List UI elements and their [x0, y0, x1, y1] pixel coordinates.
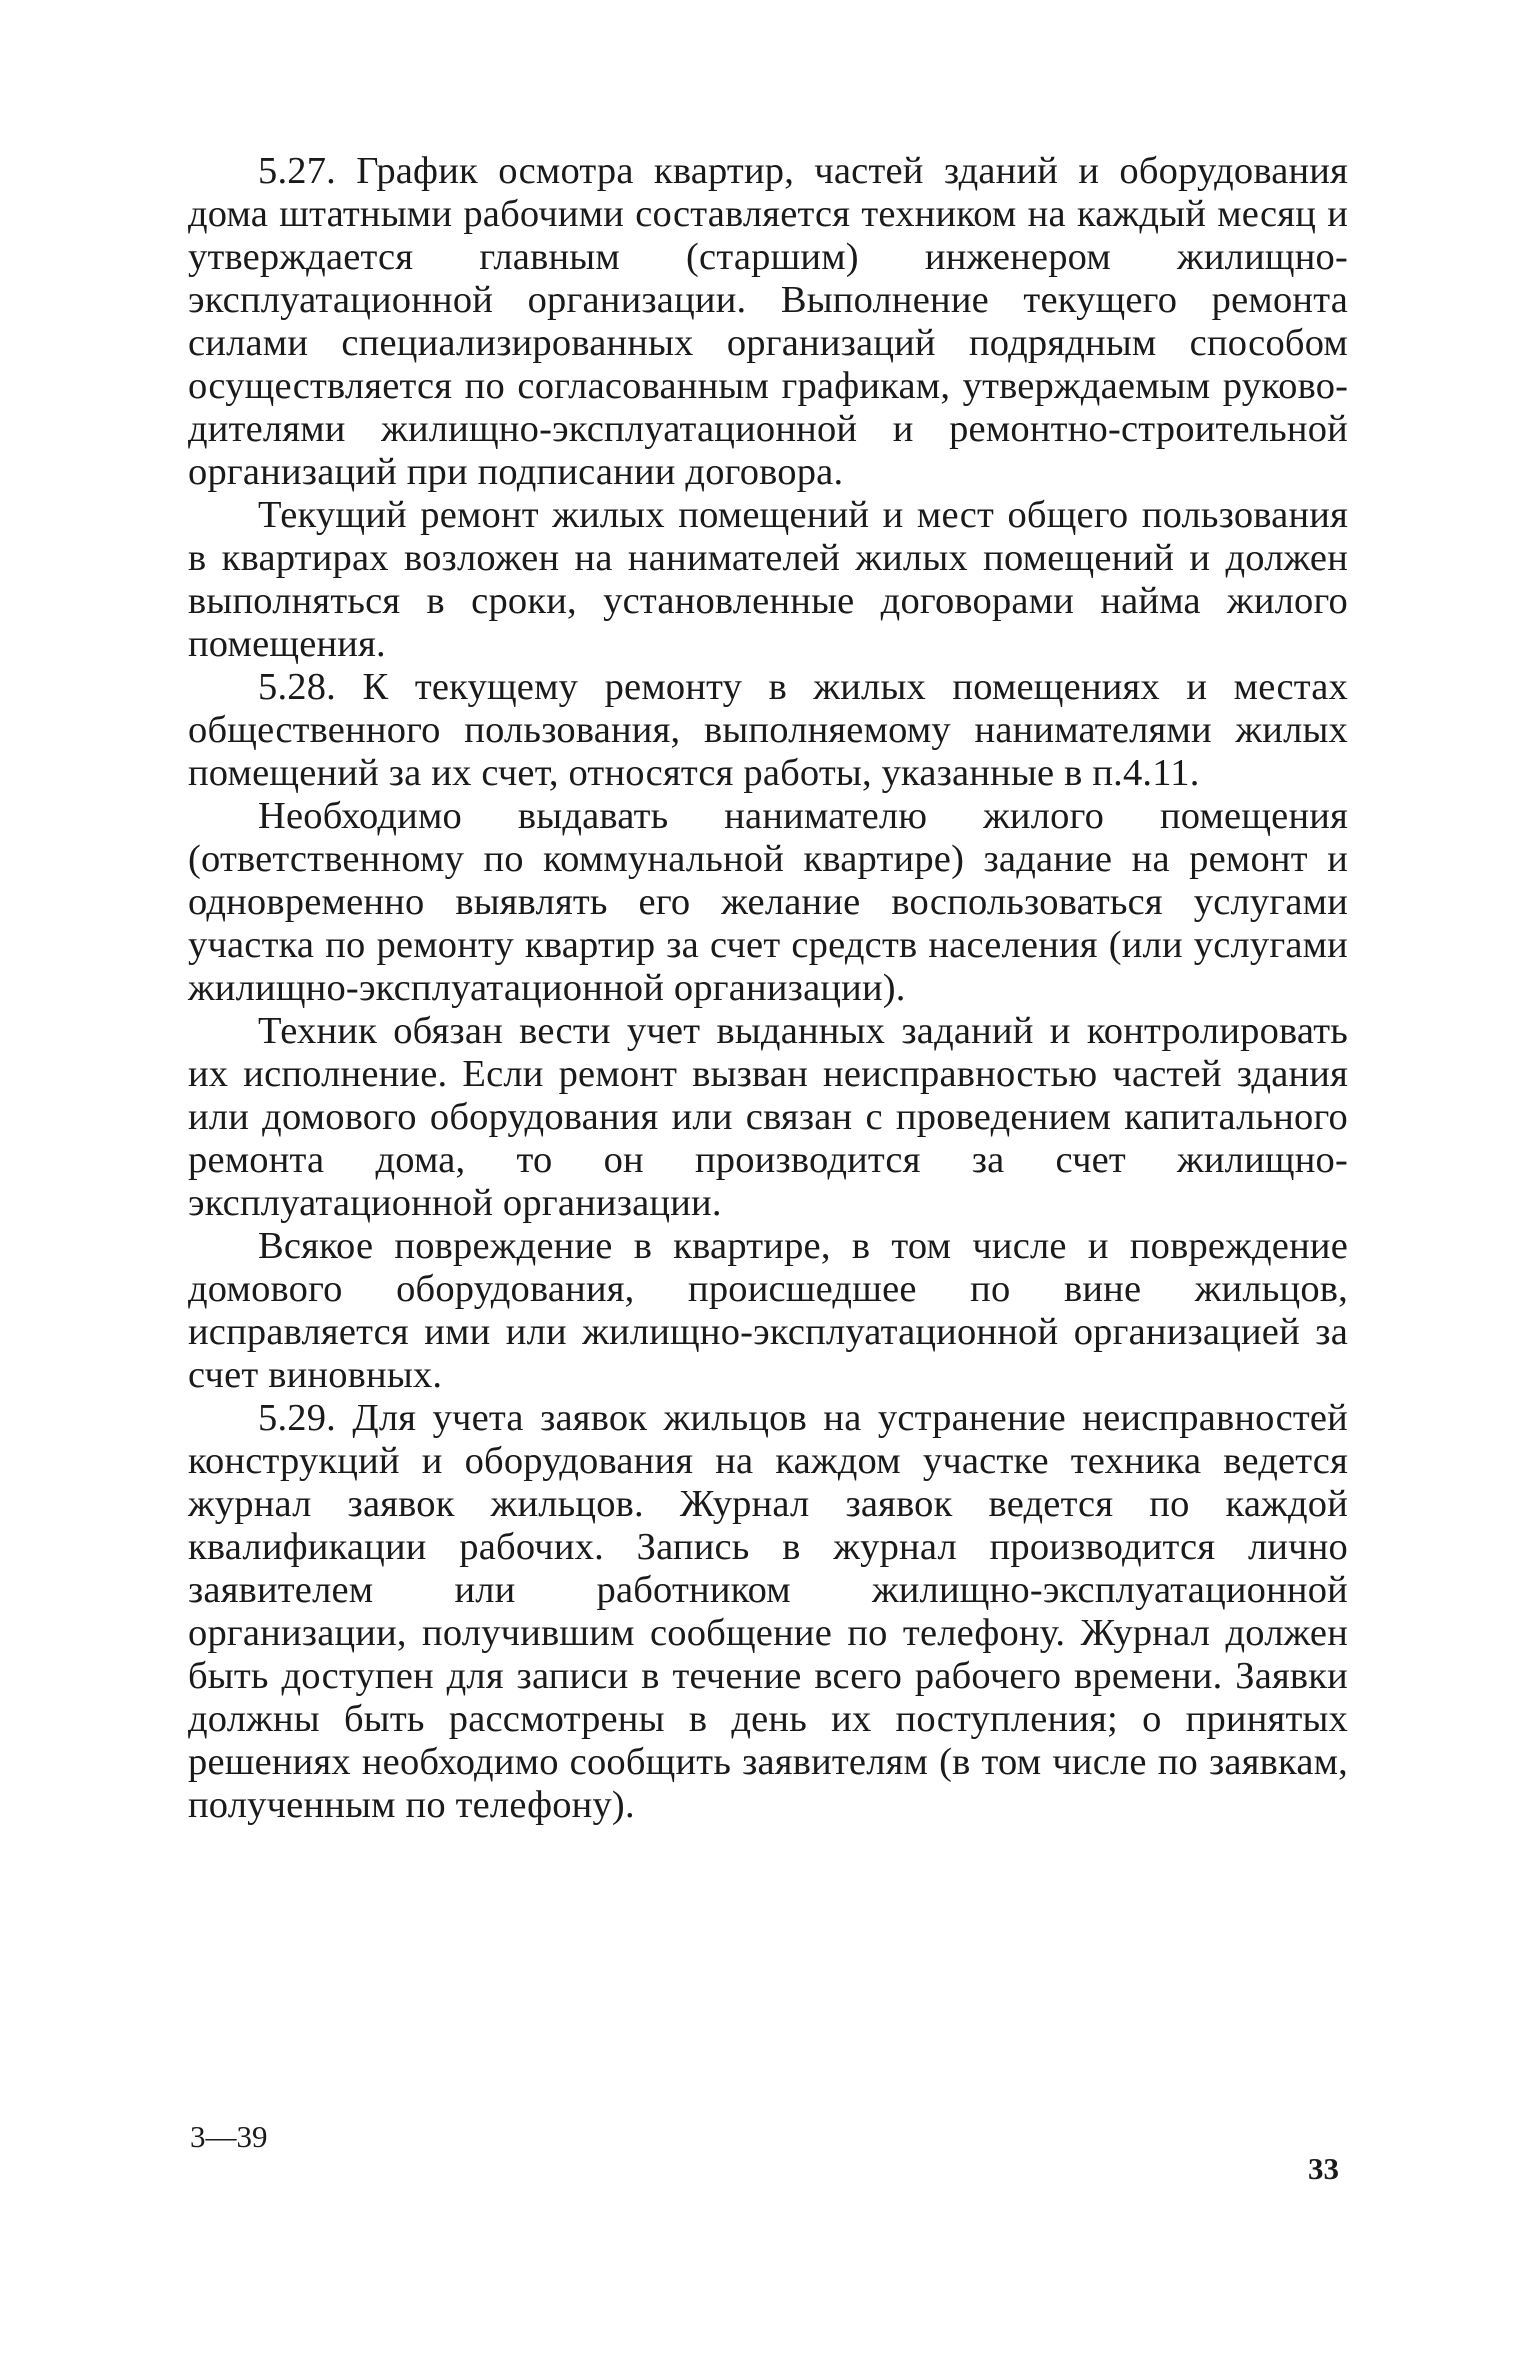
- paragraph-5-29: 5.29. Для учета заявок жильцов на устранение неисправностей конструкций и оборудования на каждом участке техника ведется журнал заявок жильцов. Журнал заявок ведется по каждой квалификации рабочих. Запись в журнал производится лично заявителем или работником жилищно-эксплуатационной организации, получившим сообщение по телефону. Журнал должен быть доступен для записи в течение всего рабочего времени. Заявки должны быть рассмотрены в день их поступления; о принятых решениях необходимо сообщить заявителям (в том числе по заявкам, полученным по телефону).: [188, 1397, 1348, 1826]
- paragraph-damage-liability: Всякое повреждение в квартире, в том числе и повреждение домового оборудования, происшедшее по вине жильцов, исправляется ими или жилищно-эксплуатационной организацией за счет виновных.: [188, 1225, 1348, 1396]
- printer-signature: 3—39: [190, 2119, 268, 2154]
- paragraph-current-repair: Текущий ремонт жилых помещений и мест общего пользования в квартирах возложен на нанимателей жилых помещений и должен выполняться в сроки, установленные договорами найма жилого помещения.: [188, 494, 1348, 665]
- paragraph-technician-duties: Техник обязан вести учет выданных заданий и контролировать их исполнение. Если ремонт вызван неисправностью частей здания или домового оборудования или связан с проведением капитального ремонта дома, то он производится за счет жилищно-эксплуатационной организации.: [188, 1010, 1348, 1224]
- page-number: 33: [1308, 2151, 1339, 2186]
- paragraph-5-27: 5.27. График осмотра квартир, частей зданий и оборудования дома штатными рабочими составляется техником на каждый месяц и утверждается главным (старшим) инженером жилищно-эксплуатационной организации. Выполнение текущего ремонта силами специализированных организаций подрядным способом осуществляется по согласованным графикам, утверждаемым руководителями жилищно-эксплуатационной и ремонтно-строительной организаций при подписании договора.: [188, 150, 1348, 493]
- paragraph-5-28: 5.28. К текущему ремонту в жилых помещениях и местах общественного пользования, выполняемому нанимателями жилых помещений за их счет, относятся работы, указанные в п.4.11.: [188, 666, 1348, 794]
- document-page: [188, 150, 1348, 1827]
- paragraph-repair-assignment: Необходимо выдавать нанимателю жилого помещения (ответственному по коммунальной квартире) задание на ремонт и одновременно выявлять его желание воспользоваться услугами участка по ремонту квартир за счет средств населения (или услугами жилищно-эксплуатационной организации).: [188, 795, 1348, 1009]
